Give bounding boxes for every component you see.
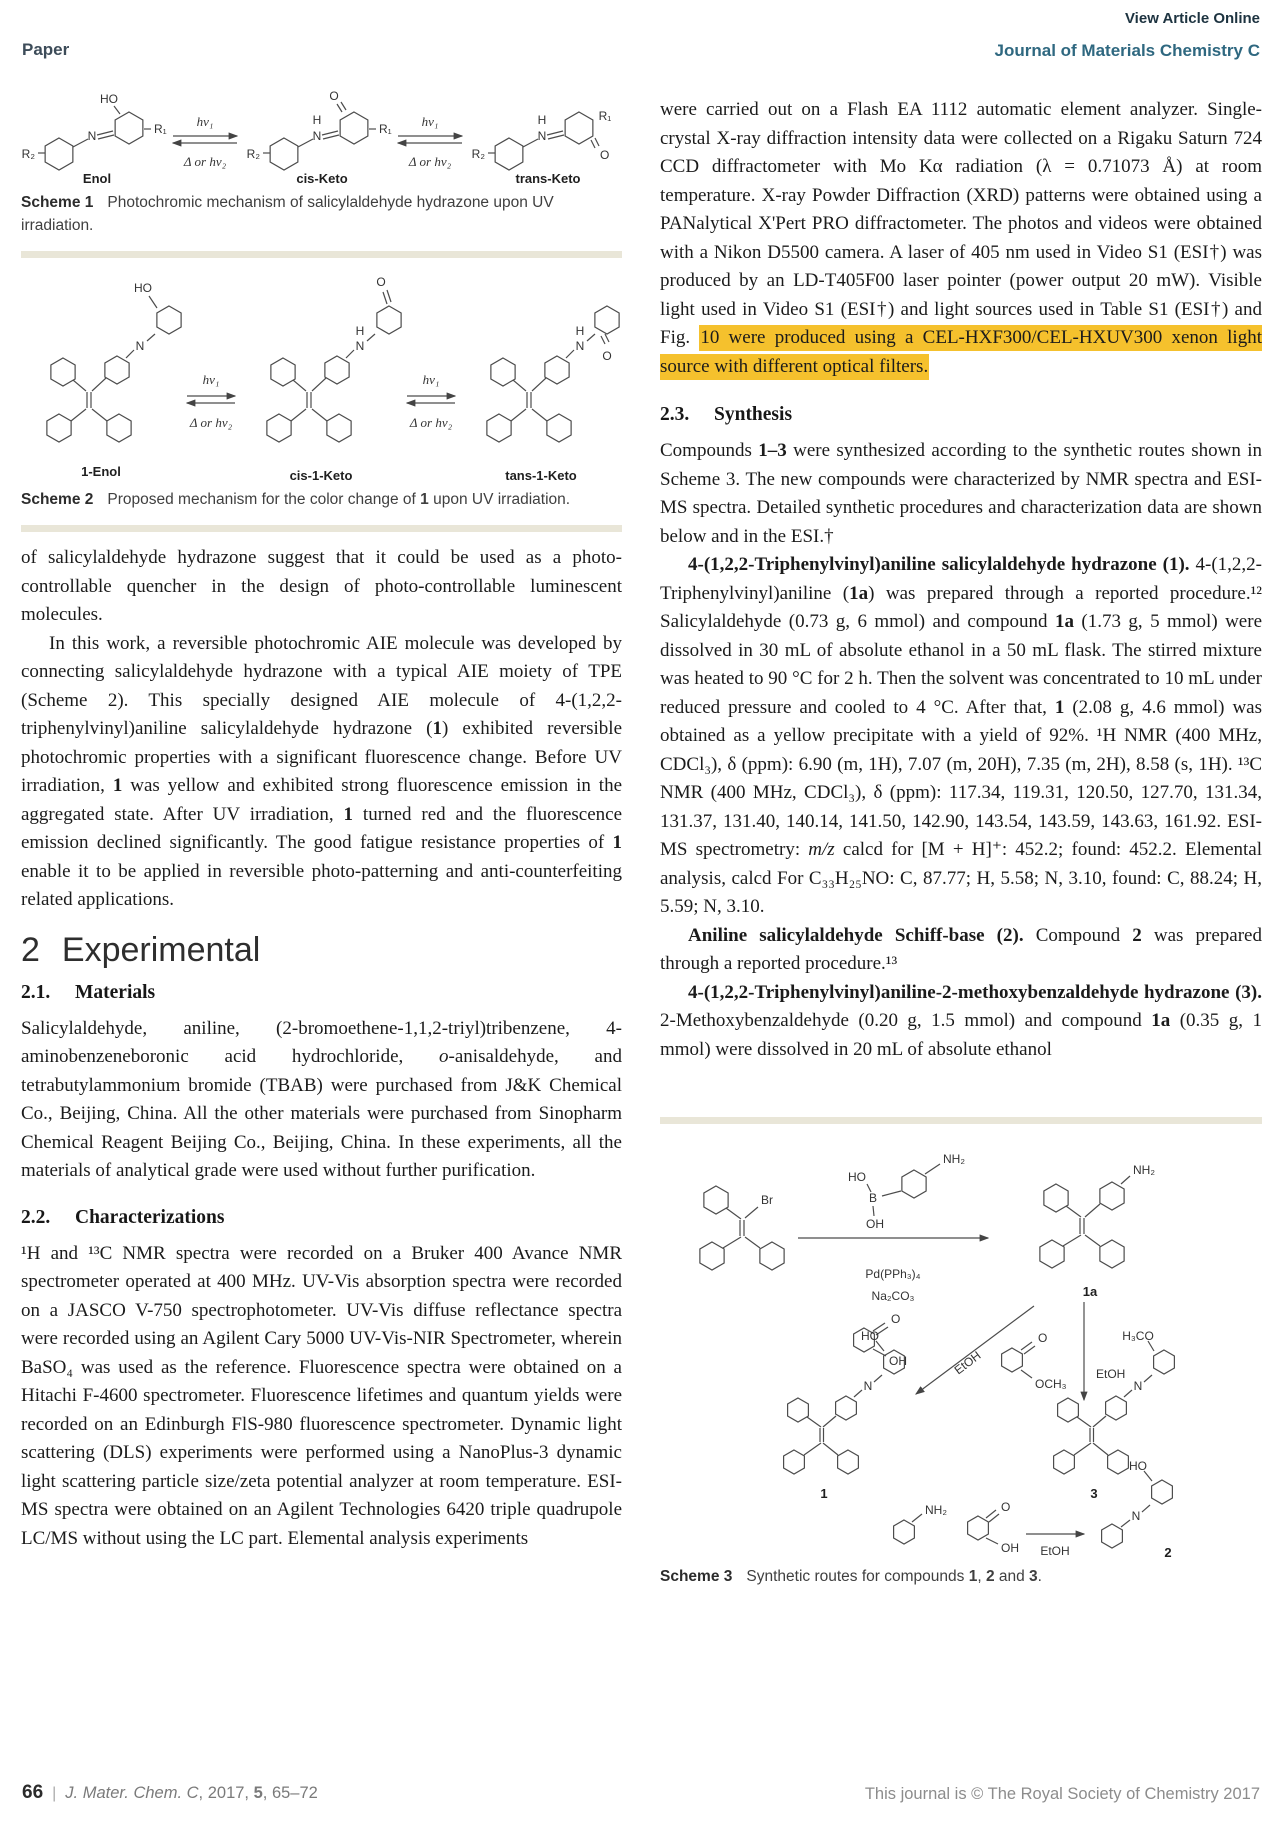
structure-label-2: 2: [1164, 1545, 1172, 1559]
atom-label-ho: HO: [848, 1170, 866, 1184]
reaction-arrow-to-2: [1026, 1534, 1084, 1558]
scheme1-caption-label: Scheme 1: [21, 194, 94, 211]
molecule-compound-1: [784, 1329, 905, 1501]
atom-label-o: O: [602, 349, 612, 363]
atom-label-n: N: [1133, 1379, 1143, 1393]
equilibrium-arrow: [398, 114, 462, 169]
body-paragraph: Salicylaldehyde, aniline, (2-bromoethene-1,1,2-triyl)tribenzene, 4-aminobenzeneboronic acid hydrochloride, o-anisaldehyde, and tetrabutylammonium bromide (TBAB) were purchased from J&K Chemical Co., Beijing, China. All the other materials were purchased from Sinopharm Chemical Reagent Beijing Co., Beijing, China. In these experiments, all the materials of analytical grade were used without further purification.: [21, 1017, 622, 1181]
arrow-label-hv1: hν₁: [422, 372, 440, 387]
body-paragraph: In this work, a reversible photochromic AIE molecule was developed by connecting salicylaldehyde hydrazone with a typical AIE moiety of TPE (Scheme 2). This specially designed AIE molecule of 4-(1,2,2-triphenylvinyl)aniline salicylaldehyde hydrazone (1) exhibited reversible photochromic properties with a significant fluorescence change. Before UV irradiation, 1 was yellow and exhibited strong fluorescence emission in the aggregated state. After UV irradiation, 1 turned red and the fluorescence emission declined significantly. The good fatigue resistance properties of 1 enable it to be applied in reversible photo-patterning and anti-counterfeiting related applications.: [21, 632, 623, 910]
body-paragraph: 4-(1,2,2-Triphenylvinyl)aniline-2-methoxybenzaldehyde hydrazone (3). 2-Methoxybenzaldehyde (0.20 g, 1.5 mmol) and compound 1a (0.35 g, 1 mmol) were dissolved in 20 mL of absolute ethanol: [660, 981, 1263, 1060]
arrow-label-delta: Δ or hν₂: [183, 154, 227, 169]
atom-label-o: O: [891, 1312, 901, 1326]
reaction-arrow-suzuki: [798, 1238, 988, 1303]
atom-label-o: O: [600, 148, 610, 162]
scheme2-caption-text: Proposed mechanism for the color change of 1 upon UV irradiation.: [107, 491, 571, 508]
body-paragraph: Aniline salicylaldehyde Schiff-base (2). Compound 2 was prepared through a reported procedure.¹³: [660, 924, 1262, 974]
molecule-1-enol: [47, 281, 181, 479]
section-divider: [21, 251, 622, 258]
body-paragraph: of salicylaldehyde hydrazone suggest that it could be used as a photo-controllable quencher in the design of photo-controllable luminescent molecules.: [21, 547, 622, 625]
molecule-compound-3: [1054, 1329, 1175, 1501]
molecule-compound-2: [1102, 1459, 1173, 1559]
body-paragraph: ¹H and ¹³C NMR spectra were recorded on a Bruker 400 Avance NMR spectrometer operated at 400 MHz. UV-Vis absorption spectra were recorded on a JASCO V-750 spectrophotometer. UV-Vis diffuse reflectance spectra were recorded using an Agilent Cary 5000 UV-Vis-NIR Spectrometer, wherein BaSO₄ was used as the reference. Fluorescence spectra were obtained on a Hitachi F-4600 spectrometer. Fluorescence lifetimes and quantum yields were recorded on an Edinburgh FlS-980 fluorescence spectrometer. Dynamic light scattering (DLS) experiments were performed using a NanoPlus-3 dynamic light scattering particle size/zeta potential analyzer at room temperature. ESI-MS spectra were obtained on an Agilent Technologies 6420 triple quadrupole LC/MS without using the LC part. Elemental analysis experiments: [21, 1242, 622, 1549]
molecule-trans-keto: [472, 109, 612, 186]
page-number: 66: [22, 1782, 44, 1803]
atom-label-n: N: [537, 129, 547, 143]
scheme3-figure: [660, 1134, 1262, 1588]
molecule-aniline: [894, 1503, 948, 1544]
atom-label-n: N: [312, 129, 322, 143]
arrow-label-hv1: hν₁: [421, 114, 439, 129]
atom-label-h: H: [312, 113, 322, 127]
molecule-1a: [1040, 1163, 1155, 1299]
section-title: Experimental: [61, 930, 261, 969]
arrow-label-delta: Δ or hν₂: [409, 415, 453, 430]
atom-label-oh: OH: [866, 1217, 884, 1231]
structure-label-1a: 1a: [1082, 1284, 1098, 1299]
solvent-label-etoh: EtOH: [951, 1348, 984, 1378]
atom-label-och3: OCH₃: [1035, 1377, 1067, 1391]
atom-label-r1: R₁: [379, 122, 392, 136]
atom-label-h: H: [575, 324, 585, 338]
scheme1-figure: [21, 90, 622, 237]
structure-label-cis-keto: cis-Keto: [296, 171, 348, 186]
arrow-label-hv1: hν₁: [196, 114, 214, 129]
body-paragraph: Compounds 1–3 were synthesized according to the synthetic routes shown in Scheme 3. The new compounds were characterized by NMR spectra and ESI-MS spectra. Detailed synthetic procedures and characterization data are shown below and in the ESI.†: [660, 440, 1262, 547]
structure-label-tans-1-keto: tans-1-Keto: [505, 468, 577, 483]
equilibrium-arrow: [187, 372, 235, 430]
molecule-methoxybenzaldehyde: [1002, 1331, 1067, 1391]
arrow-label-hv1: hν₁: [202, 372, 220, 387]
atom-label-r1: R₁: [598, 109, 612, 123]
scheme3-caption-text: Synthetic routes for compounds 1, 2 and 3.: [746, 1568, 1042, 1585]
atom-label-h: H: [355, 324, 365, 338]
footer-copyright: This journal is © The Royal Society of Chemistry 2017: [864, 1785, 1260, 1803]
view-article-online-link[interactable]: View Article Online: [1124, 10, 1260, 27]
molecule-tpe-bromide: [700, 1186, 784, 1270]
atom-label-r2: R₂: [246, 147, 260, 161]
body-paragraph-with-highlight: were carried out on a Flash EA 1112 automatic element analyzer. Single-crystal X-ray diffraction intensity data were collected on a Rigaku Saturn 724 CCD diffractometer with Mo Kα radiation (λ = 0.71073 Å) at room temperature. X-ray Powder Diffraction (XRD) patterns were obtained using a PANalytical X'Pert PRO diffractometer. The photos and videos were obtained with a Nikon D5500 camera. A laser of 405 nm used in Video S1 (ESI†) was produced by an LD-T405F00 laser pointer (power output 20 mW). Visible light used in Video S1 (ESI†) and light sources used in Table S1 (ESI†) and Fig. 10 were produced using a CEL-HXF300/CEL-HXUV300 xenon light source with different optical filters.: [660, 96, 1262, 381]
atom-label-n: N: [355, 339, 365, 353]
atom-label-ho: HO: [1129, 1459, 1147, 1473]
atom-label-nh2: NH₂: [925, 1503, 947, 1517]
structure-label-cis-1-keto: cis-1-Keto: [289, 468, 353, 483]
atom-label-o: O: [1001, 1500, 1011, 1514]
atom-label-r2: R₂: [471, 147, 485, 161]
scheme2-graphic: [21, 266, 621, 484]
section-heading-experimental: [21, 929, 622, 971]
atom-label-o: O: [1038, 1331, 1048, 1345]
subsection-heading-synthesis: [660, 403, 1262, 427]
molecule-enol: [22, 92, 167, 186]
equilibrium-arrow: [407, 372, 455, 430]
atom-label-o: O: [329, 90, 339, 103]
journal-title: Journal of Materials Chemistry C: [994, 41, 1260, 60]
atom-label-oh: OH: [889, 1354, 907, 1368]
right-column: [660, 90, 1262, 1588]
molecule-salicylaldehyde: [968, 1500, 1019, 1555]
subsection-heading-characterizations: [21, 1206, 622, 1230]
arrow-label-delta: Δ or hν₂: [408, 154, 452, 169]
structure-label-1-enol: 1-Enol: [81, 464, 121, 479]
atom-label-b: B: [868, 1191, 878, 1205]
subsection-heading-materials: [21, 981, 622, 1005]
section-divider: [660, 1117, 1262, 1124]
scheme3-caption-label: Scheme 3: [660, 1568, 733, 1585]
scheme3-graphic: [660, 1134, 1260, 1559]
atom-label-ho: HO: [134, 281, 152, 295]
solvent-label-etoh: EtOH: [1040, 1544, 1070, 1558]
atom-label-r1: R₁: [154, 122, 167, 136]
atom-label-n: N: [575, 339, 585, 353]
scheme2-figure: [21, 266, 622, 511]
atom-label-h3co: H₃CO: [1122, 1329, 1154, 1343]
subsection-number: 2.3.: [660, 404, 690, 425]
scheme1-caption: [21, 191, 622, 237]
subsection-number: 2.2.: [21, 1206, 51, 1228]
subsection-title: Synthesis: [714, 404, 793, 425]
atom-label-r2: R₂: [21, 147, 35, 161]
scheme2-caption-label: Scheme 2: [21, 491, 94, 508]
structure-label-enol: Enol: [82, 171, 112, 186]
reagent-label-na2co3: Na₂CO₃: [871, 1289, 915, 1303]
scheme2-caption: [21, 488, 622, 511]
molecule-cis-1-keto: [267, 275, 401, 483]
reaction-arrow-to-3: [1084, 1302, 1125, 1400]
atom-label-oh: OH: [1001, 1541, 1019, 1555]
footer-citation: [22, 1782, 318, 1804]
atom-label-o: O: [376, 275, 386, 289]
atom-label-n: N: [863, 1379, 873, 1393]
atom-label-ho: HO: [100, 92, 118, 106]
left-column: [21, 90, 622, 1553]
molecule-tans-1-keto: [487, 306, 619, 483]
structure-label-1: 1: [820, 1486, 828, 1501]
atom-label-ho: HO: [861, 1329, 879, 1343]
atom-label-n: N: [1131, 1509, 1141, 1523]
structure-label-trans-keto: trans-Keto: [515, 171, 581, 186]
solvent-label-etoh: EtOH: [1096, 1367, 1126, 1381]
subsection-title: Materials: [75, 981, 156, 1003]
atom-label-n: N: [135, 339, 145, 353]
atom-label-nh2: NH₂: [1133, 1163, 1155, 1177]
subsection-number: 2.1.: [21, 981, 51, 1003]
scheme1-graphic: [21, 90, 621, 187]
journal-citation: J. Mater. Chem. C, 2017, 5, 65–72: [65, 1784, 318, 1802]
running-head-section: Paper: [22, 40, 70, 59]
section-divider: [21, 525, 622, 532]
equilibrium-arrow: [173, 114, 237, 169]
molecule-aminophenylboronic-acid: [848, 1152, 965, 1231]
scheme3-caption: [660, 1565, 1262, 1588]
atom-label-h: H: [537, 113, 547, 127]
molecule-cis-keto: [247, 90, 392, 186]
atom-label-br: Br: [761, 1193, 773, 1207]
scheme1-caption-text: Photochromic mechanism of salicylaldehyde hydrazone upon UV irradiation.: [21, 194, 554, 234]
section-number: 2: [21, 930, 40, 969]
reagent-label-pd: Pd(PPh₃)₄: [865, 1267, 921, 1281]
subsection-title: Characterizations: [75, 1206, 225, 1228]
arrow-label-delta: Δ or hν₂: [189, 415, 233, 430]
body-paragraph: 4-(1,2,2-Triphenylvinyl)aniline salicylaldehyde hydrazone (1). 4-(1,2,2-Triphenylvinyl)aniline (1a) was prepared through a reported procedure.¹² Salicylaldehyde (0.73 g, 6 mmol) and compound 1a (1.73 g, 5 mmol) were dissolved in 30 mL of absolute ethanol in a 50 mL flask. The stirred mixture was heated to 90 °C for 2 h. Then the solvent was concentrated to 10 mL under reduced pressure and cooled to 4 °C. After that, 1 (2.08 g, 4.6 mmol) was obtained as a yellow precipitate with a yield of 92%. ¹H NMR (400 MHz, CDCl₃), δ (ppm): 6.90 (m, 1H), 7.07 (m, 20H), 7.35 (m, 2H), 8.58 (s, 1H). ¹³C NMR (400 MHz, CDCl₃), δ (ppm): 117.34, 119.31, 120.50, 127.70, 131.34, 131.37, 131.40, 140.14, 141.50, 142.90, 143.54, 143.59, 143.63, 161.92. ESI-MS spectrometry: m/z calcd for [M + H]⁺: 452.2; found: 452.2. Elemental analysis, calcd For C₃₃H₂₅NO: C, 87.77; H, 5.58; N, 3.10, found: C, 88.24; H, 5.59; N, 3.10.: [660, 554, 1263, 917]
footer-separator: |: [52, 1785, 57, 1802]
structure-label-3: 3: [1090, 1486, 1098, 1501]
atom-label-n: N: [87, 129, 97, 143]
atom-label-nh2: NH₂: [943, 1152, 965, 1166]
